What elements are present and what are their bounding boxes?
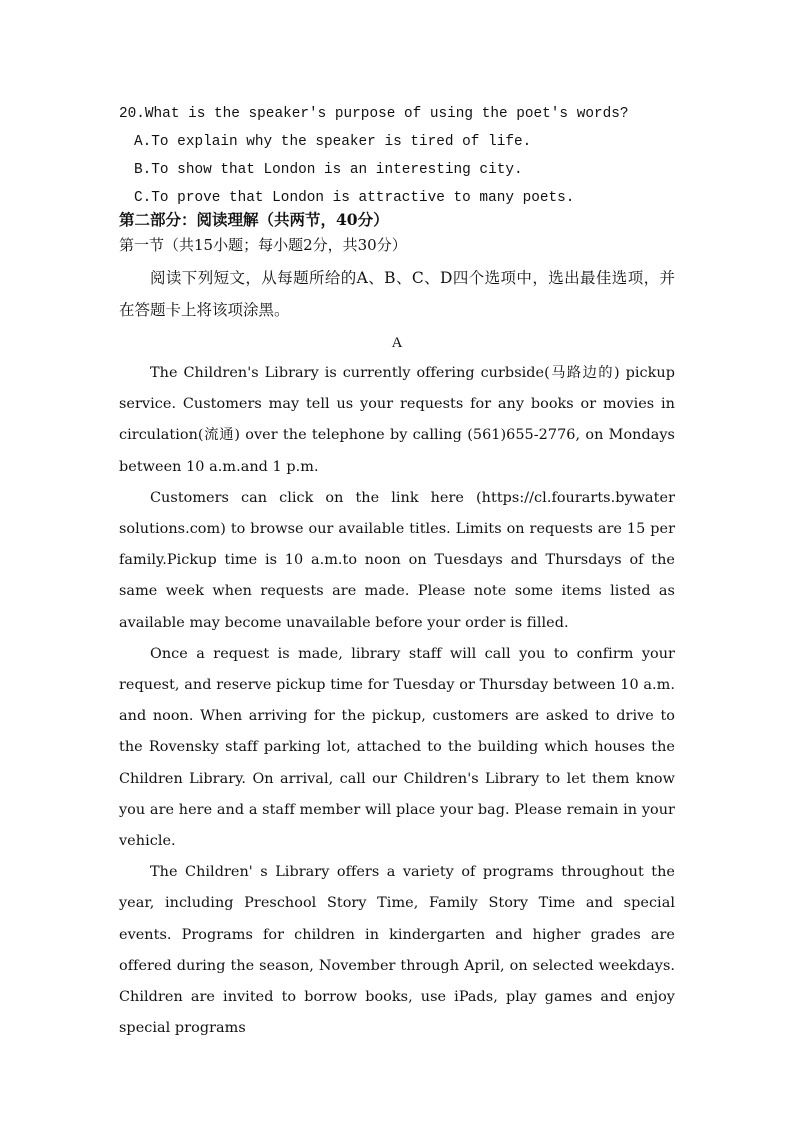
passage-paragraph-2: Customers can click on the link here (https://cl.fourarts.bywater solutions.com) to browse our available titles. Limits on requests are 15 per family.Pickup time is 10 a.m.to noon on Tuesdays and Thursdays of the same week when requests are made. Please note some items listed as available may become unavailable before your order is filled. (119, 489, 675, 631)
question-option-b: B.To show that London is an interesting city. (134, 162, 523, 178)
passage-paragraph-1: The Children's Library is currently offering curbside(马路边的) pickup service. Customers may tell us your requests for any books or movies in circulation(流通) over the telephone by calling (561)655-2776, on Mondays between 10 a.m.and 1 p.m. (119, 365, 675, 475)
subsection-title: 第一节（共15小题；每小题2分，共30分） (119, 236, 407, 254)
question-stem: 20.What is the speaker's purpose of using the poet's words? (119, 106, 629, 122)
question-option-c: C.To prove that London is attractive to many poets. (134, 190, 575, 206)
document-page (119, 100, 675, 1044)
question-option-a: A.To explain why the speaker is tired of life. (134, 134, 532, 150)
section-title: 第二部分：阅读理解（共两节，40分） (119, 210, 389, 229)
passage-label: A (391, 335, 403, 351)
passage-paragraph-3: Once a request is made, library staff will call you to confirm your request, and reserve pickup time for Tuesday or Thursday between 10 a.m. and noon. When arriving for the pickup, customers are asked to drive to the Rovensky staff parking lot, attached to the building which houses the Children Library. On arrival, call our Children's Library to let them know you are here and a staff member will place your bag. Please remain in your vehicle. (119, 645, 675, 850)
passage-paragraph-4: The Children' s Library offers a variety of programs throughout the year, including Preschool Story Time, Family Story Time and special events. Programs for children in kindergarten and higher grades are offered during the season, November through April, on selected weekdays. Children are invited to borrow books, use iPads, play games and enjoy special programs (119, 864, 675, 1037)
reading-instructions: 阅读下列短文，从每题所给的A、B、C、D四个选项中，选出最佳选项，并在答题卡上将该项涂黑。 (119, 269, 675, 319)
